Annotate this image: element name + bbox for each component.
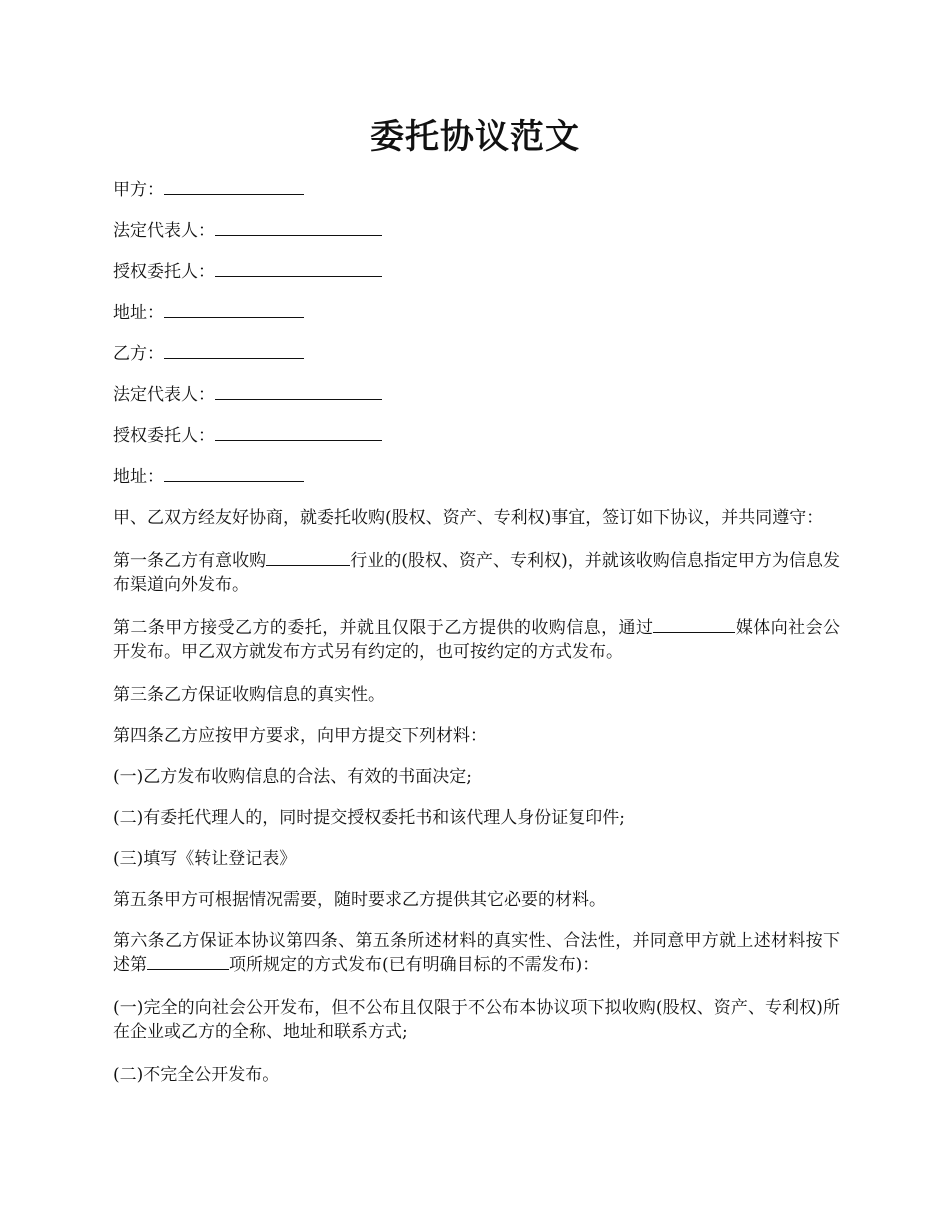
party-b-blank [164, 342, 304, 359]
article-2 [113, 616, 840, 664]
article-4: 第四条乙方应按甲方要求，向甲方提交下列材料： [113, 726, 487, 746]
article-2-part-a: 第二条甲方接受乙方的委托，并就且仅限于乙方提供的收购信息，通过 [113, 618, 654, 638]
document-body [113, 178, 840, 1104]
article-3: 第三条乙方保证收购信息的真实性。 [113, 685, 385, 705]
party-a-agent-label: 授权委托人： [113, 262, 215, 282]
article-1-part-a: 第一条乙方有意收购 [113, 551, 267, 571]
article-4-item-3: (三)填写《转让登记表》 [113, 849, 297, 869]
party-a-line [113, 178, 840, 202]
party-a-address-line [113, 301, 840, 325]
intro-paragraph: 甲、乙双方经友好协商，就委托收购(股权、资产、专利权)事宜，签订如下协议，并共同遵守： [113, 508, 824, 528]
party-a-blank [164, 178, 304, 195]
article-6-item-1: (一)完全的向社会公开发布，但不公布且仅限于不公布本协议项下拟收购(股权、资产、专利权)所在企业或乙方的全称、地址和联系方式; [113, 998, 840, 1042]
party-a-rep-blank [215, 219, 382, 236]
article-6-blank [147, 953, 229, 970]
party-b-rep-blank [215, 383, 382, 400]
party-a-agent-blank [215, 260, 382, 277]
party-a-rep-line [113, 219, 840, 243]
article-4-item-1: (一)乙方发布收购信息的合法、有效的书面决定; [113, 767, 472, 787]
article-4-item-2: (二)有委托代理人的，同时提交授权委托书和该代理人身份证复印件; [113, 808, 625, 828]
article-6-item-2: (二)不完全公开发布。 [113, 1065, 280, 1085]
party-b-label: 乙方： [113, 344, 164, 364]
article-2-part-b: 媒体向社会公开发布。甲乙双方就发布方式另有约定的，也可按约定的方式发布。 [113, 618, 841, 662]
party-b-address-label: 地址： [113, 467, 164, 487]
party-a-label: 甲方： [113, 180, 164, 200]
article-6-part-b: 项所规定的方式发布(已有明确目标的不需发布)： [229, 955, 600, 975]
party-b-agent-label: 授权委托人： [113, 426, 215, 446]
article-5: 第五条甲方可根据情况需要，随时要求乙方提供其它必要的材料。 [113, 890, 606, 910]
party-b-line [113, 342, 840, 366]
party-b-rep-line [113, 383, 840, 407]
article-1 [113, 549, 840, 597]
party-a-address-blank [164, 301, 304, 318]
party-a-rep-label: 法定代表人： [113, 221, 215, 241]
document-title: 委托协议范文 [370, 117, 580, 157]
party-a-address-label: 地址： [113, 303, 164, 323]
party-b-agent-blank [215, 424, 382, 441]
party-a-agent-line [113, 260, 840, 284]
article-1-blank [266, 549, 350, 566]
party-b-rep-label: 法定代表人： [113, 385, 215, 405]
article-6 [113, 929, 840, 977]
party-b-address-line [113, 465, 840, 489]
article-2-blank [653, 616, 735, 633]
party-b-address-blank [164, 465, 304, 482]
article-1-part-b: 行业的(股权、资产、专利权)，并就该收购信息指定甲方为信息发布渠道向外发布。 [113, 551, 841, 595]
article-6-part-a: 第六条乙方保证本协议第四条、第五条所述材料的真实性、合法性，并同意甲方就上述材料按下述第 [113, 931, 840, 975]
party-b-agent-line [113, 424, 840, 448]
